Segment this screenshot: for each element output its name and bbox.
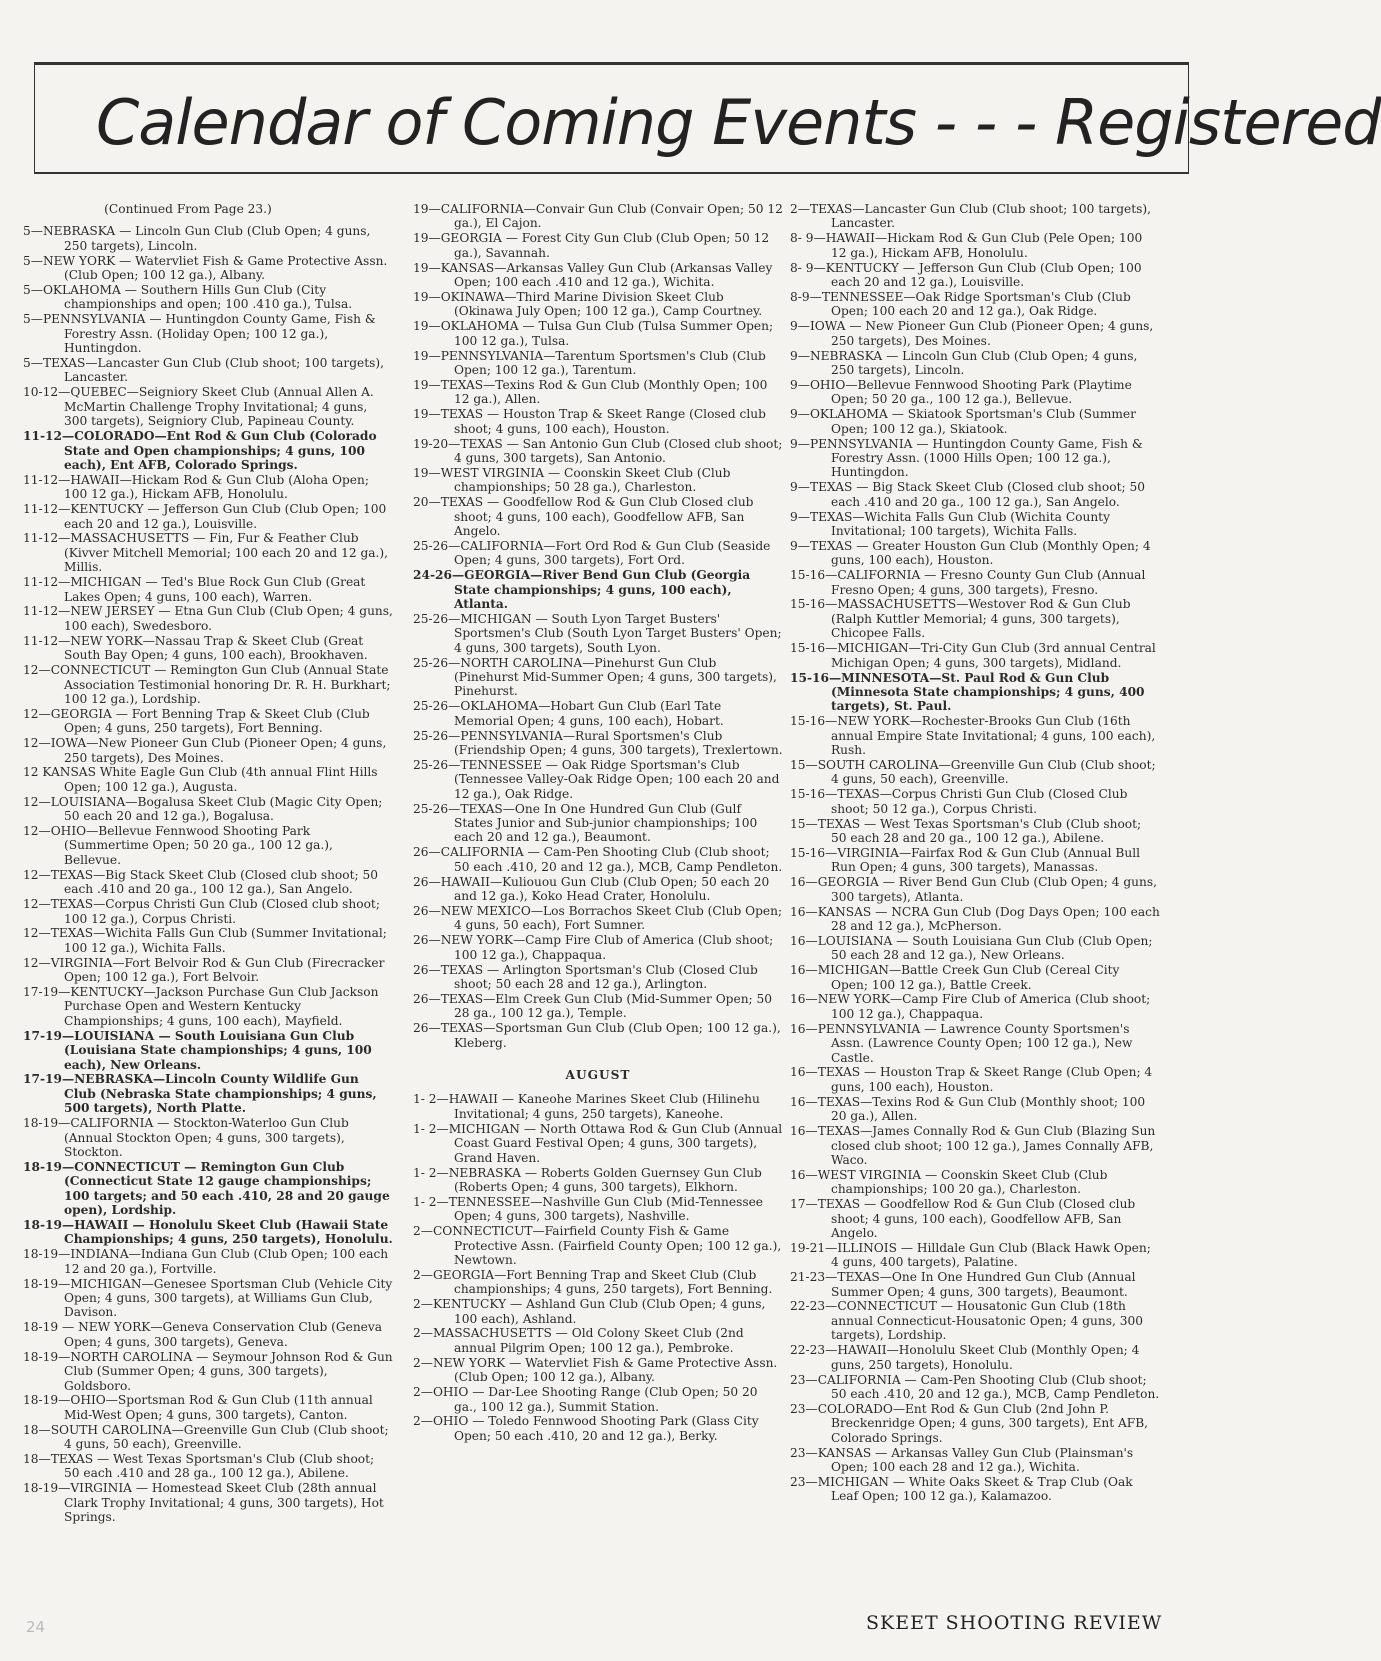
event-entry: 12—CONNECTICUT — Remington Gun Club (Annual State Association Testimonial honoring Dr. R. H. Burkhart; 100 12 ga.), Lordship. (23, 663, 391, 706)
event-entry: 2—KENTUCKY — Ashland Gun Club (Club Open; 4 guns, 100 each), Ashland. (413, 1297, 766, 1326)
event-entry: 17—TEXAS — Goodfellow Rod & Gun Club (Closed club shoot; 4 guns, 100 each), Goodfellow AFB, San Angelo. (790, 1197, 1136, 1240)
august-heading: AUGUST (565, 1068, 631, 1083)
event-entry: 20—TEXAS — Goodfellow Rod & Gun Club Closed club shoot; 4 guns, 100 each), Goodfellow AFB, San Angelo. (413, 495, 754, 538)
event-entry: 19—CALIFORNIA—Convair Gun Club (Convair Open; 50 12 ga.), El Cajon. (413, 202, 783, 231)
event-entry: 19-20—TEXAS — San Antonio Gun Club (Closed club shoot; 4 guns, 300 targets), San Antonio. (413, 436, 783, 465)
event-entry: 19—OKINAWA—Third Marine Division Skeet Club (Okinawa July Open; 100 12 ga.), Camp Courtney. (413, 289, 763, 319)
event-entry: 2—MASSACHUSETTS — Old Colony Skeet Club (2nd annual Pilgrim Open; 100 12 ga.), Pembroke. (413, 1326, 744, 1355)
event-entry: 8-9—TENNESSEE—Oak Ridge Sportsman's Club (Club Open; 100 each 20 and 12 ga.), Oak Ridge. (790, 289, 1131, 319)
event-entry: 12 KANSAS White Eagle Gun Club (4th annual Flint Hills Open; 100 12 ga.), Augusta. (23, 765, 378, 794)
col3-entries (790, 202, 1160, 1504)
event-entry: 16—MICHIGAN—Battle Creek Gun Club (Cereal City Open; 100 12 ga.), Battle Creek. (790, 963, 1120, 992)
event-entry: 11-12—COLORADO—Ent Rod & Gun Club (Colorado State and Open championships; 4 guns, 100 each), Ent AFB, Colorado Springs. (23, 429, 377, 472)
event-entry: 12—TEXAS—Wichita Falls Gun Club (Summer Invitational; 100 12 ga.), Wichita Falls. (23, 926, 387, 955)
event-entry: 15-16—CALIFORNIA — Fresno County Gun Club (Annual Fresno Open; 4 guns, 300 targets), Fresno. (790, 568, 1146, 597)
event-entry: 15-16—NEW YORK—Rochester-Brooks Gun Club (16th annual Empire State Invitational; 4 guns, 100 each), Rush. (790, 714, 1156, 758)
event-entry: 15—SOUTH CAROLINA—Greenville Gun Club (Club shoot; 4 guns, 50 each), Greenville. (790, 757, 1156, 787)
col2-august-entries (413, 1092, 783, 1443)
event-entry: 25-26—CALIFORNIA—Fort Ord Rod & Gun Club (Seaside Open; 4 guns, 300 targets), Fort Ord. (413, 538, 771, 568)
event-entry: 26—HAWAII—Kuliouou Gun Club (Club Open; 50 each 20 and 12 ga.), Koko Head Crater, Honolulu. (413, 874, 770, 904)
event-entry: 15-16—VIRGINIA—Fairfax Rod & Gun Club (Annual Bull Run Open; 4 guns, 300 targets), Manassas. (790, 845, 1140, 875)
event-entry: 24-26—GEORGIA—River Bend Gun Club (Georgia State championships; 4 guns, 100 each), Atlanta. (413, 568, 751, 611)
column-1 (23, 202, 393, 1525)
event-entry: 11-12—HAWAII—Hickam Rod & Gun Club (Aloha Open; 100 12 ga.), Hickam AFB, Honolulu. (23, 472, 369, 502)
event-entry: 5—NEW YORK — Watervliet Fish & Game Protective Assn. (Club Open; 100 12 ga.), Albany. (23, 253, 388, 283)
event-entry: 5—OKLAHOMA — Southern Hills Gun Club (City championships and open; 100 .410 ga.), Tulsa. (23, 283, 353, 312)
event-entry: 8- 9—HAWAII—Hickam Rod & Gun Club (Pele Open; 100 12 ga.), Hickam AFB, Honolulu. (790, 231, 1143, 260)
event-entry: 17-19—LOUISIANA — South Louisiana Gun Club (Louisiana State championships; 4 guns, 100 each), New Orleans. (23, 1028, 372, 1072)
event-entry: 1- 2—NEBRASKA — Roberts Golden Guernsey Gun Club (Roberts Open; 4 guns, 300 targets), Elkhorn. (413, 1165, 762, 1194)
event-entry: 16—WEST VIRGINIA — Coonskin Skeet Club (Club championships; 100 20 ga.), Charleston. (790, 1167, 1108, 1197)
event-entry: 25-26—TEXAS—One In One Hundred Gun Club (Gulf States Junior and Sub-junior championships; 100 each 20 and 12 ga.), Beaumont. (413, 801, 758, 845)
publication-name: SKEET SHOOTING REVIEW (866, 1612, 1163, 1634)
event-entry: 19—TEXAS — Houston Trap & Skeet Range (Closed club shoot; 4 guns, 100 each), Houston. (413, 407, 766, 436)
event-entry: 2—NEW YORK — Watervliet Fish & Game Protective Assn. (Club Open; 100 12 ga.), Albany. (413, 1355, 778, 1385)
event-entry: 9—TEXAS — Greater Houston Gun Club (Monthly Open; 4 guns, 100 each), Houston. (790, 538, 1151, 568)
event-entry: 16—GEORGIA — River Bend Gun Club (Club Open; 4 guns, 300 targets), Atlanta. (790, 875, 1157, 904)
event-entry: 5—PENNSYLVANIA — Huntingdon County Game, Fish & Forestry Assn. (Holiday Open; 100 12 ga.), Huntingdon. (23, 312, 376, 356)
event-entry: 11-12—MICHIGAN — Ted's Blue Rock Gun Club (Great Lakes Open; 4 guns, 100 each), Warren. (23, 575, 366, 604)
event-entry: 18-19—OHIO—Sportsman Rod & Gun Club (11th annual Mid-West Open; 4 guns, 300 targets), Canton. (23, 1393, 373, 1422)
event-entry: 26—TEXAS—Sportsman Gun Club (Club Open; 100 12 ga.), Kleberg. (413, 1021, 781, 1050)
event-entry: 25-26—NORTH CAROLINA—Pinehurst Gun Club (Pinehurst Mid-Summer Open; 4 guns, 300 targets), Pinehurst. (413, 655, 777, 699)
event-entry: 2—OHIO — Dar-Lee Shooting Range (Club Open; 50 20 ga., 100 12 ga.), Summit Station. (413, 1385, 758, 1414)
event-entry: 25-26—TENNESSEE — Oak Ridge Sportsman's Club (Tennessee Valley-Oak Ridge Open; 100 each 20 and 12 ga.), Oak Ridge. (413, 757, 780, 801)
event-entry: 23—CALIFORNIA — Cam-Pen Shooting Club (Club shoot; 50 each .410, 20 and 12 ga.), MCB, Camp Pendleton. (790, 1372, 1160, 1401)
event-entry: 12—GEORGIA — Fort Benning Trap & Skeet Club (Club Open; 4 guns, 250 targets), Fort Benning. (23, 706, 370, 736)
event-entry: 19—OKLAHOMA — Tulsa Gun Club (Tulsa Summer Open; 100 12 ga.), Tulsa. (413, 319, 774, 348)
event-entry: 8- 9—KENTUCKY — Jefferson Gun Club (Club Open; 100 each 20 and 12 ga.), Louisville. (790, 260, 1142, 290)
event-entry: 18-19 — NEW YORK—Geneva Conservation Club (Geneva Open; 4 guns, 300 targets), Geneva. (23, 1320, 383, 1349)
event-entry: 18-19—VIRGINIA — Homestead Skeet Club (28th annual Clark Trophy Invitational; 4 guns, 300 targets), Hot Springs. (23, 1481, 384, 1525)
event-entry: 12—TEXAS—Corpus Christi Gun Club (Closed club shoot; 100 12 ga.), Corpus Christi. (23, 897, 380, 926)
event-entry: 17-19—NEBRASKA—Lincoln County Wildlife Gun Club (Nebraska State championships; 4 guns, 500 targets), North Platte. (23, 1072, 377, 1116)
continued-note: (Continued From Page 23.) (104, 202, 272, 216)
page-number: 24 (26, 1618, 46, 1636)
event-entry: 18-19—NORTH CAROLINA — Seymour Johnson Rod & Gun Club (Summer Open; 4 guns, 300 targets), Goldsboro. (23, 1349, 393, 1393)
event-entry: 16—TEXAS—James Connally Rod & Gun Club (Blazing Sun closed club shoot; 100 12 ga.), James Connally AFB, Waco. (790, 1124, 1156, 1167)
col1-entries (23, 224, 393, 1524)
event-entry: 15-16—TEXAS—Corpus Christi Gun Club (Closed Club shoot; 50 12 ga.), Corpus Christi. (790, 787, 1128, 816)
event-entry: 16—TEXAS — Houston Trap & Skeet Range (Club Open; 4 guns, 100 each), Houston. (790, 1065, 1153, 1094)
event-entry: 2—CONNECTICUT—Fairfield County Fish & Game Protective Assn. (Fairfield County Open; 100 12 ga.), Newtown. (413, 1224, 782, 1267)
event-entry: 12—LOUISIANA—Bogalusa Skeet Club (Magic City Open; 50 each 20 and 12 ga.), Bogalusa. (23, 794, 383, 824)
col2-entries (413, 202, 783, 1050)
event-entry: 26—TEXAS—Elm Creek Gun Club (Mid-Summer Open; 50 28 ga., 100 12 ga.), Temple. (413, 991, 773, 1021)
event-entry: 19-21—ILLINOIS — Hilldale Gun Club (Black Hawk Open; 4 guns, 400 targets), Palatine. (790, 1240, 1151, 1270)
event-entry: 22-23—HAWAII—Honolulu Skeet Club (Monthly Open; 4 guns, 250 targets), Honolulu. (790, 1343, 1140, 1372)
event-entry: 26—NEW MEXICO—Los Borrachos Skeet Club (Club Open; 4 guns, 50 each), Fort Sumner. (413, 904, 783, 933)
event-entry: 9—NEBRASKA — Lincoln Gun Club (Club Open; 4 guns, 250 targets), Lincoln. (790, 348, 1138, 377)
event-entry: 23—COLORADO—Ent Rod & Gun Club (2nd John P. Breckenridge Open; 4 guns, 300 targets), Ent AFB, Colorado Springs. (790, 1401, 1149, 1445)
event-entry: 18—SOUTH CAROLINA—Greenville Gun Club (Club shoot; 4 guns, 50 each), Greenville. (23, 1422, 389, 1452)
event-entry: 21-23—TEXAS—One In One Hundred Gun Club (Annual Summer Open; 4 guns, 300 targets), Beaumont. (790, 1270, 1136, 1299)
event-entry: 15-16—MICHIGAN—Tri-City Gun Club (3rd annual Central Michigan Open; 4 guns, 300 targets), Midland. (790, 641, 1156, 670)
event-entry: 16—KANSAS — NCRA Gun Club (Dog Days Open; 100 each 28 and 12 ga.), McPherson. (790, 904, 1160, 933)
event-entry: 12—VIRGINIA—Fort Belvoir Rod & Gun Club (Firecracker Open; 100 12 ga.), Fort Belvoir. (23, 955, 385, 985)
event-entry: 18-19—MICHIGAN—Genesee Sportsman Club (Vehicle City Open; 4 guns, 300 targets), at Williams Gun Club, Davison. (23, 1276, 393, 1320)
event-entry: 2—TEXAS—Lancaster Gun Club (Club shoot; 100 targets), Lancaster. (790, 202, 1152, 231)
event-entry: 19—TEXAS—Texins Rod & Gun Club (Monthly Open; 100 12 ga.), Allen. (413, 377, 768, 407)
event-entry: 18-19—INDIANA—Indiana Gun Club (Club Open; 100 each 12 and 20 ga.), Fortville. (23, 1247, 389, 1276)
event-entry: 2—GEORGIA—Fort Benning Trap and Skeet Club (Club championships; 4 guns, 250 targets), Fort Benning. (413, 1267, 773, 1297)
event-entry: 2—OHIO — Toledo Fennwood Shooting Park (Glass City Open; 50 each .410, 20 and 12 ga.), Berky. (413, 1414, 759, 1443)
event-entry: 15-16—MASSACHUSETTS—Westover Rod & Gun Club (Ralph Kuttler Memorial; 4 guns, 300 targets), Chicopee Falls. (790, 597, 1131, 641)
event-entry: 11-12—MASSACHUSETTS — Fin, Fur & Feather Club (Kivver Mitchell Memorial; 100 each 20 and 12 ga.), Millis. (23, 531, 389, 575)
event-entry: 19—GEORGIA — Forest City Gun Club (Club Open; 50 12 ga.), Savannah. (413, 231, 770, 260)
event-entry: 11-12—NEW JERSEY — Etna Gun Club (Club Open; 4 guns, 100 each), Swedesboro. (23, 604, 393, 633)
event-entry: 1- 2—TENNESSEE—Nashville Gun Club (Mid-Tennessee Open; 4 guns, 300 targets), Nashville. (413, 1194, 764, 1224)
column-3 (790, 202, 1160, 1504)
event-entry: 22-23—CONNECTICUT — Housatonic Gun Club (18th annual Connecticut-Housatonic Open; 4 guns, 300 targets), Lordship. (790, 1299, 1143, 1343)
event-entry: 12—IOWA—New Pioneer Gun Club (Pioneer Open; 4 guns, 250 targets), Des Moines. (23, 736, 387, 765)
event-entry: 17-19—KENTUCKY—Jackson Purchase Gun Club Jackson Purchase Open and Western Kentucky Championships; 4 guns, 100 each), Mayfield. (23, 985, 379, 1028)
event-entry: 25-26—PENNSYLVANIA—Rural Sportsmen's Club (Friendship Open; 4 guns, 300 targets), Trexlertown. (413, 728, 783, 758)
event-entry: 23—MICHIGAN — White Oaks Skeet & Trap Club (Oak Leaf Open; 100 12 ga.), Kalamazoo. (790, 1474, 1133, 1504)
event-entry: 5—NEBRASKA — Lincoln Gun Club (Club Open; 4 guns, 250 targets), Lincoln. (23, 224, 371, 253)
event-entry: 19—KANSAS—Arkansas Valley Gun Club (Arkansas Valley Open; 100 each .410 and 12 ga.), Wichita. (413, 260, 773, 290)
event-entry: 19—PENNSYLVANIA—Tarentum Sportsmen's Club (Club Open; 100 12 ga.), Tarentum. (413, 348, 766, 377)
event-entry: 16—TEXAS—Texins Rod & Gun Club (Monthly shoot; 100 20 ga.), Allen. (790, 1094, 1146, 1124)
column-2 (413, 202, 783, 1444)
event-entry: 12—TEXAS—Big Stack Skeet Club (Closed club shoot; 50 each .410 and 20 ga., 100 12 ga.), San Angelo. (23, 867, 378, 897)
event-entry: 15—TEXAS — West Texas Sportsman's Club (Club shoot; 50 each 28 and 20 ga., 100 12 ga.), Abilene. (790, 816, 1142, 845)
event-entry: 11-12—KENTUCKY — Jefferson Gun Club (Club Open; 100 each 20 and 12 ga.), Louisville. (23, 502, 387, 531)
event-entry: 9—IOWA — New Pioneer Gun Club (Pioneer Open; 4 guns, 250 targets), Des Moines. (790, 319, 1154, 348)
event-entry: 9—OHIO—Bellevue Fennwood Shooting Park (Playtime Open; 50 20 ga., 100 12 ga.), Bellevue. (790, 377, 1132, 407)
event-entry: 25-26—OKLAHOMA—Hobart Gun Club (Earl Tate Memorial Open; 4 guns, 100 each), Hobart. (413, 699, 724, 728)
event-entry: 18-19—HAWAII — Honolulu Skeet Club (Hawaii State Championships; 4 guns, 250 targets), Honolulu. (23, 1218, 393, 1247)
event-entry: 25-26—MICHIGAN — South Lyon Target Busters' Sportsmen's Club (South Lyon Target Busters' Open; 4 guns, 300 targets), South Lyon. (413, 611, 782, 655)
event-entry: 26—NEW YORK—Camp Fire Club of America (Club shoot; 100 12 ga.), Chappaqua. (413, 933, 774, 962)
event-entry: 11-12—NEW YORK—Nassau Trap & Skeet Club (Great South Bay Open; 4 guns, 100 each), Brookhaven. (23, 633, 368, 663)
event-entry: 26—TEXAS — Arlington Sportsman's Club (Closed Club shoot; 50 each 28 and 12 ga.), Arlington. (413, 962, 758, 992)
event-entry: 1- 2—HAWAII — Kaneohe Marines Skeet Club (Hilinehu Invitational; 4 guns, 250 targets), Kaneohe. (413, 1092, 760, 1121)
event-entry: 19—WEST VIRGINIA — Coonskin Skeet Club (Club championships; 50 28 ga.), Charleston. (413, 465, 731, 495)
event-entry: 18—TEXAS — West Texas Sportsman's Club (Club shoot; 50 each .410 and 28 ga., 100 12 ga.), Abilene. (23, 1452, 375, 1481)
event-entry: 18-19—CONNECTICUT — Remington Gun Club (Connecticut State 12 gauge championships; 100 targets; and 50 each .410, 28 and 20 gauge open), Lordship. (23, 1159, 390, 1218)
event-entry: 16—LOUISIANA — South Louisiana Gun Club (Club Open; 50 each 28 and 12 ga.), New Orleans. (790, 933, 1153, 963)
event-entry: 9—OKLAHOMA — Skiatook Sportsman's Club (Summer Open; 100 12 ga.), Skiatook. (790, 407, 1136, 436)
event-entry: 16—NEW YORK—Camp Fire Club of America (Club shoot; 100 12 ga.), Chappaqua. (790, 992, 1151, 1021)
event-entry: 1- 2—MICHIGAN — North Ottawa Rod & Gun Club (Annual Coast Guard Festival Open; 4 guns, 300 targets), Grand Haven. (413, 1121, 783, 1165)
event-entry: 16—PENNSYLVANIA — Lawrence County Sportsmen's Assn. (Lawrence County Open; 100 12 ga.), New Castle. (790, 1021, 1133, 1065)
event-entry: 5—TEXAS—Lancaster Gun Club (Club shoot; 100 targets), Lancaster. (23, 356, 385, 385)
event-entry: 10-12—QUEBEC—Seigniory Skeet Club (Annual Allen A. McMartin Challenge Trophy Invitational; 4 guns, 300 targets), Seigniory Club, Papineau County. (23, 385, 374, 429)
event-entry: 9—PENNSYLVANIA — Huntingdon County Game, Fish & Forestry Assn. (1000 Hills Open; 100 12 ga.), Huntingdon. (790, 436, 1143, 480)
page-title: Calendar of Coming Events - - - Registered (96, 86, 1381, 159)
event-entry: 9—TEXAS—Wichita Falls Gun Club (Wichita County Invitational; 100 targets), Wichita Falls. (790, 509, 1110, 538)
event-entry: 15-16—MINNESOTA—St. Paul Rod & Gun Club (Minnesota State championships; 4 guns, 400 targets), St. Paul. (790, 670, 1145, 714)
event-entry: 23—KANSAS — Arkansas Valley Gun Club (Plainsman's Open; 100 each 28 and 12 ga.), Wichita. (790, 1445, 1134, 1474)
event-entry: 12—OHIO—Bellevue Fennwood Shooting Park (Summertime Open; 50 20 ga., 100 12 ga.), Bellevue. (23, 824, 333, 867)
event-entry: 9—TEXAS — Big Stack Skeet Club (Closed club shoot; 50 each .410 and 20 ga., 100 12 ga.), San Angelo. (790, 480, 1145, 509)
event-entry: 18-19—CALIFORNIA — Stockton-Waterloo Gun Club (Annual Stockton Open; 4 guns, 300 targets), Stockton. (23, 1116, 349, 1159)
event-entry: 26—CALIFORNIA — Cam-Pen Shooting Club (Club shoot; 50 each .410, 20 and 12 ga.), MCB, Camp Pendleton. (413, 845, 783, 874)
